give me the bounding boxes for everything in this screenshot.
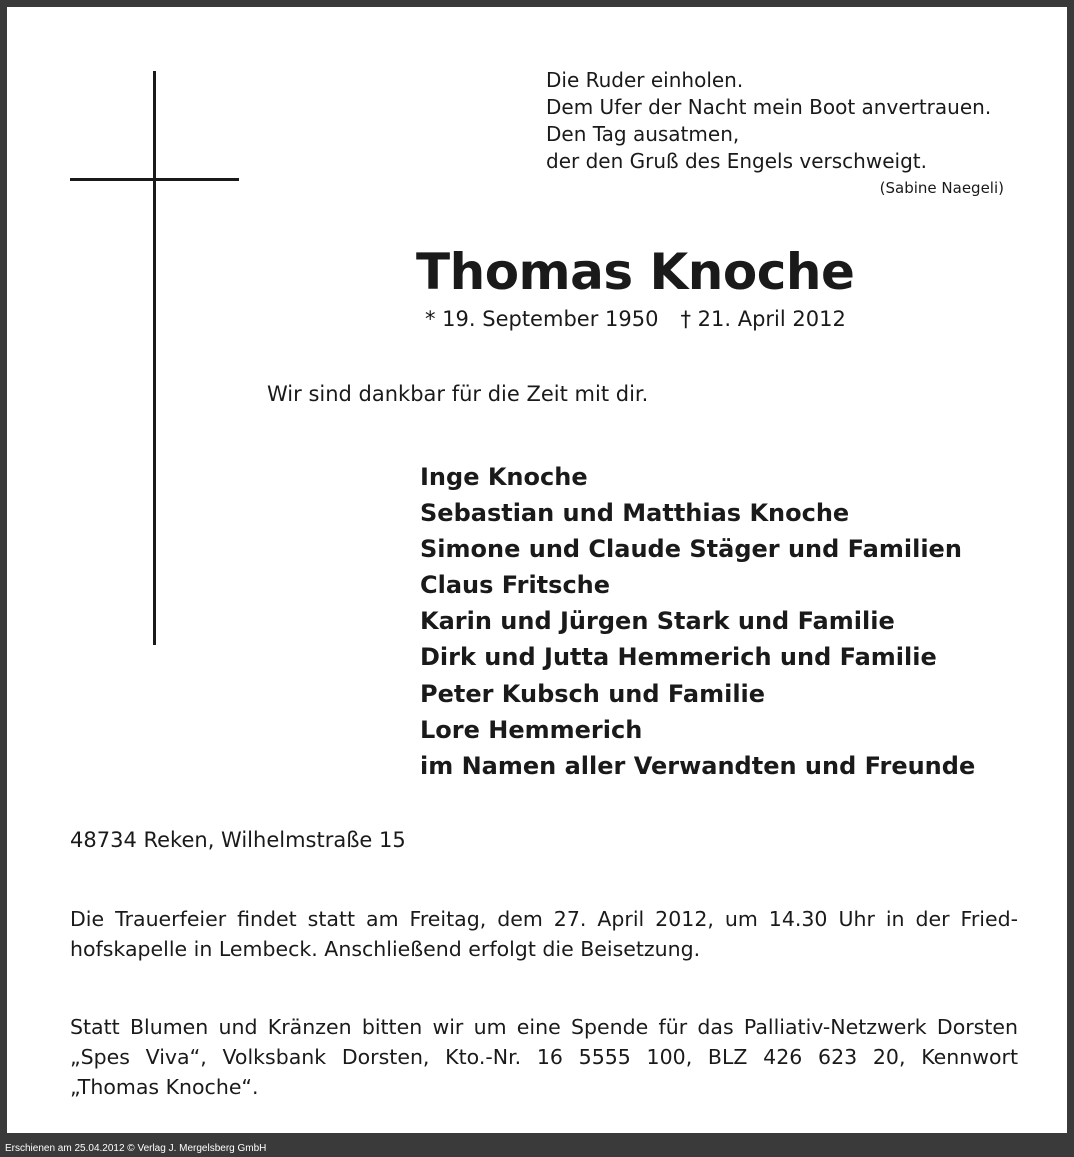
deceased-name: Thomas Knoche xyxy=(416,243,855,301)
mourner-name: Lore Hemmerich xyxy=(420,715,643,744)
mourner-name: Dirk und Jutta Hemmerich und Familie xyxy=(420,643,937,672)
poem-line: Dem Ufer der Nacht mein Boot anvertrauen. xyxy=(546,95,992,119)
funeral-notice-line: Die Trauerfeier findet statt am Freitag, dem 27. April 2012, um 14.30 Uhr in der Fried- xyxy=(70,907,1018,931)
donation-notice xyxy=(70,1012,1018,1102)
cross-icon-vertical xyxy=(153,71,156,645)
mourner-name: Karin und Jürgen Stark und Familie xyxy=(420,607,895,636)
mourner-name: im Namen aller Verwandten und Freunde xyxy=(420,751,976,780)
cross-icon-horizontal xyxy=(70,178,239,181)
thanks-line: Wir sind dankbar für die Zeit mit dir. xyxy=(267,382,649,406)
poem-line: Den Tag ausatmen, xyxy=(546,122,740,146)
poem-author: (Sabine Naegeli) xyxy=(879,179,1004,197)
poem-line: Die Ruder einholen. xyxy=(546,68,744,92)
donation-notice-line: Statt Blumen und Kränzen bitten wir um eine Spende für das Palliativ-Netzwerk Dorsten xyxy=(70,1015,1018,1039)
funeral-notice-line: hofskapelle in Lembeck. Anschließend erfolgt die Beisetzung. xyxy=(70,937,701,961)
birth-date: * 19. September 1950 xyxy=(425,307,659,331)
publication-footer: Erschienen am 25.04.2012 © Verlag J. Mergelsberg GmbH xyxy=(0,1140,1074,1157)
life-dates xyxy=(425,307,846,331)
mourner-name: Claus Fritsche xyxy=(420,571,611,600)
mourners-list xyxy=(420,459,975,784)
funeral-notice xyxy=(70,904,1018,964)
death-date: † 21. April 2012 xyxy=(680,307,846,331)
mourner-name: Peter Kubsch und Familie xyxy=(420,679,766,708)
donation-notice-line: „Spes Viva“, Volksbank Dorsten, Kto.-Nr. 16 5555 100, BLZ 426 623 20, Kennwort xyxy=(70,1045,1018,1069)
address: 48734 Reken, Wilhelmstraße 15 xyxy=(70,828,406,852)
poem-line: der den Gruß des Engels verschweigt. xyxy=(546,149,927,173)
mourner-name: Inge Knoche xyxy=(420,463,588,491)
mourner-name: Sebastian und Matthias Knoche xyxy=(420,499,850,528)
poem xyxy=(546,67,991,175)
donation-notice-line: „Thomas Knoche“. xyxy=(70,1075,259,1099)
mourner-name: Simone und Claude Stäger und Familien xyxy=(420,535,962,564)
